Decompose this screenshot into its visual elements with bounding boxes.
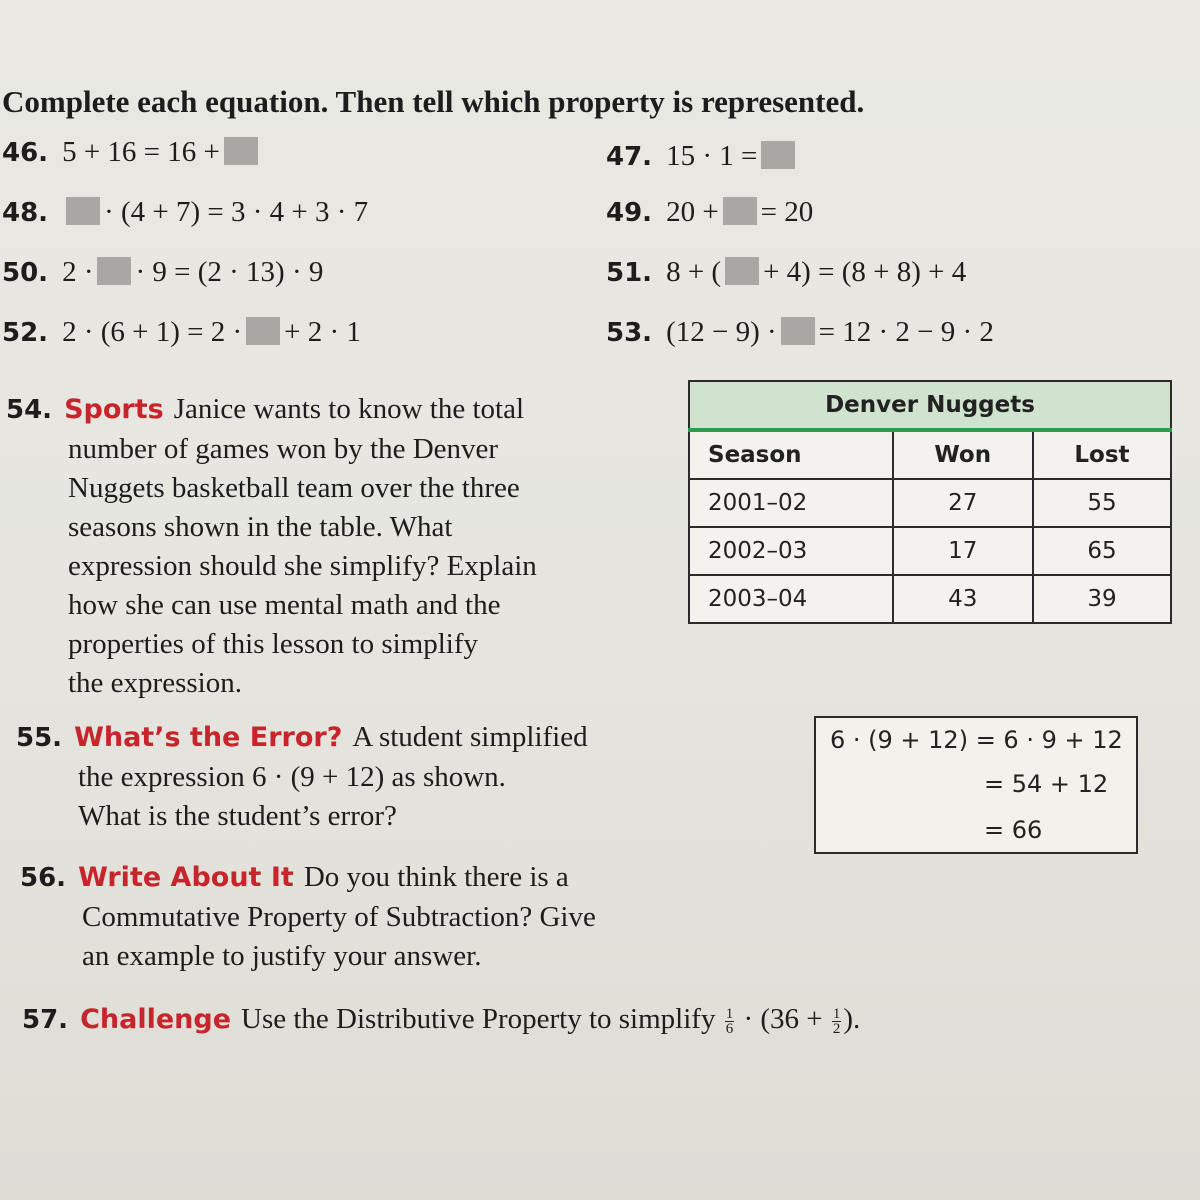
season-cell: 2001–02 bbox=[689, 479, 893, 527]
problem-line: seasons shown in the table. What bbox=[68, 511, 453, 543]
problem-line: A student simplified bbox=[352, 721, 588, 753]
problem-tag: Write About It bbox=[78, 862, 294, 893]
problem-57 bbox=[22, 1000, 860, 1040]
equation-47 bbox=[606, 140, 799, 173]
work-line: = 66 bbox=[984, 816, 1043, 844]
lost-cell: 55 bbox=[1033, 479, 1171, 527]
header-won: Won bbox=[893, 430, 1033, 479]
equation-53 bbox=[606, 316, 994, 349]
lost-cell: 39 bbox=[1033, 575, 1171, 623]
work-line: = 54 + 12 bbox=[984, 770, 1109, 798]
equation-left: 20 + bbox=[666, 196, 719, 228]
equation-right: + 4) = (8 + 8) + 4 bbox=[763, 256, 967, 288]
won-cell: 17 bbox=[893, 527, 1033, 575]
equation-right: · 9 = (2 · 13) · 9 bbox=[135, 256, 324, 288]
answer-blank[interactable] bbox=[246, 317, 280, 345]
answer-blank[interactable] bbox=[781, 317, 815, 345]
problem-text-mid: · (36 + bbox=[743, 1003, 823, 1035]
equation-51 bbox=[606, 256, 966, 289]
fraction-one-sixth: $\frac{1}{6}$ bbox=[725, 1005, 734, 1037]
answer-blank[interactable] bbox=[224, 137, 258, 165]
equation-left: 2 · bbox=[62, 256, 94, 288]
equation-number: 51. bbox=[606, 258, 653, 288]
equation-number: 46. bbox=[2, 138, 49, 168]
problem-55 bbox=[16, 718, 588, 836]
work-line: 6 · (9 + 12) = 6 · 9 + 12 bbox=[830, 726, 1123, 754]
fraction-one-half: $\frac{1}{2}$ bbox=[832, 1005, 841, 1037]
lost-cell: 65 bbox=[1033, 527, 1171, 575]
problem-line: an example to justify your answer. bbox=[82, 940, 482, 972]
problem-line: the expression 6 · (9 + 12) as shown. bbox=[78, 761, 506, 793]
equation-48 bbox=[2, 196, 368, 229]
equation-left: 5 + 16 = 16 + bbox=[62, 136, 220, 168]
problem-text: Use the Distributive Property to simplify bbox=[241, 1003, 716, 1035]
equation-52 bbox=[2, 316, 361, 349]
problem-line: Nuggets basketball team over the three bbox=[68, 472, 520, 504]
problem-line: number of games won by the Denver bbox=[68, 433, 499, 465]
problem-line: Commutative Property of Subtraction? Give bbox=[82, 901, 596, 933]
nuggets-table bbox=[688, 380, 1172, 624]
problem-line: expression should she simplify? Explain bbox=[68, 550, 537, 582]
problem-line: the expression. bbox=[68, 667, 242, 699]
table-row bbox=[689, 527, 1171, 575]
answer-blank[interactable] bbox=[97, 257, 131, 285]
problem-tag: Challenge bbox=[80, 1004, 232, 1035]
header-season: Season bbox=[689, 430, 893, 479]
equation-right: · (4 + 7) = 3 · 4 + 3 · 7 bbox=[104, 196, 369, 228]
table-row bbox=[689, 479, 1171, 527]
problem-number: 54. bbox=[6, 395, 53, 425]
season-cell: 2002–03 bbox=[689, 527, 893, 575]
answer-blank[interactable] bbox=[725, 257, 759, 285]
equation-number: 48. bbox=[2, 198, 49, 228]
answer-blank[interactable] bbox=[723, 197, 757, 225]
header-lost: Lost bbox=[1033, 430, 1171, 479]
problem-line: Janice wants to know the total bbox=[173, 393, 525, 425]
equation-left: 15 · 1 = bbox=[666, 140, 758, 172]
problem-line: properties of this lesson to simplify bbox=[68, 628, 478, 660]
problem-56 bbox=[20, 858, 596, 976]
equation-left: 8 + ( bbox=[666, 256, 722, 288]
equation-number: 50. bbox=[2, 258, 49, 288]
equation-right: = 20 bbox=[760, 196, 814, 228]
equation-50 bbox=[2, 256, 323, 289]
equation-number: 53. bbox=[606, 318, 653, 348]
won-cell: 27 bbox=[893, 479, 1033, 527]
problem-number: 57. bbox=[22, 1005, 69, 1035]
problem-54 bbox=[6, 390, 537, 703]
table-caption: Denver Nuggets bbox=[689, 381, 1171, 430]
equation-right: + 2 · 1 bbox=[284, 316, 361, 348]
equation-number: 47. bbox=[606, 142, 653, 172]
problem-line: Do you think there is a bbox=[303, 861, 569, 893]
instruction-heading: Complete each equation. Then tell which property is represented. bbox=[2, 84, 865, 119]
equation-left: (12 − 9) · bbox=[666, 316, 777, 348]
problem-tag: Sports bbox=[64, 394, 164, 425]
problem-line: What is the student’s error? bbox=[78, 800, 397, 832]
problem-text-end: ). bbox=[843, 1003, 861, 1035]
problem-line: how she can use mental math and the bbox=[68, 589, 501, 621]
equation-number: 49. bbox=[606, 198, 653, 228]
answer-blank[interactable] bbox=[66, 197, 100, 225]
equation-46 bbox=[2, 136, 262, 169]
student-work-box bbox=[814, 716, 1138, 854]
won-cell: 43 bbox=[893, 575, 1033, 623]
equation-right: = 12 · 2 − 9 · 2 bbox=[818, 316, 994, 348]
equation-number: 52. bbox=[2, 318, 49, 348]
problem-tag: What’s the Error? bbox=[74, 722, 343, 753]
problem-number: 55. bbox=[16, 723, 63, 753]
equation-49 bbox=[606, 196, 813, 229]
problem-number: 56. bbox=[20, 863, 67, 893]
table-header-row bbox=[689, 430, 1171, 479]
answer-blank[interactable] bbox=[761, 141, 795, 169]
table-row bbox=[689, 575, 1171, 623]
season-cell: 2003–04 bbox=[689, 575, 893, 623]
equation-left: 2 · (6 + 1) = 2 · bbox=[62, 316, 243, 348]
